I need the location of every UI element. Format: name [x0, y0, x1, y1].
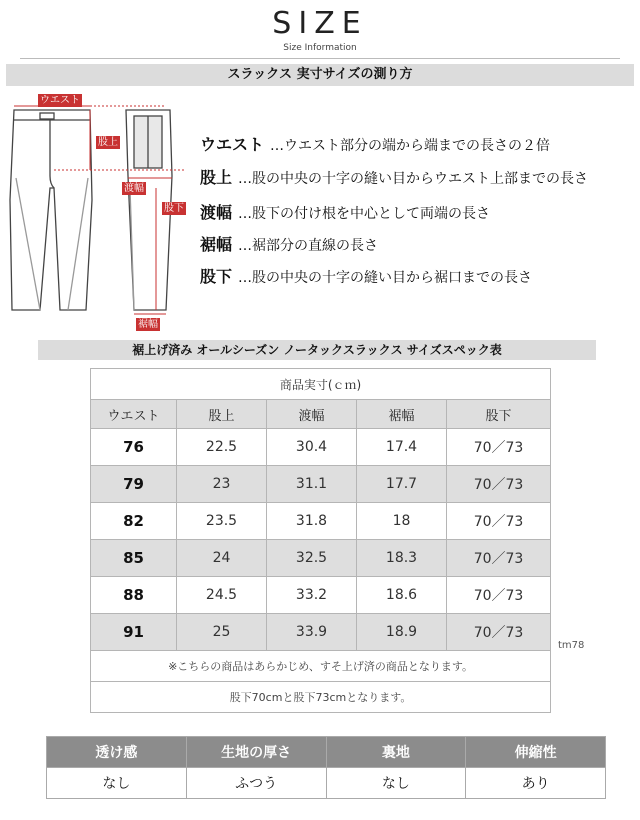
inseam-diagram-label: 股下 — [164, 203, 184, 214]
cell-thigh: 33.9 — [267, 614, 357, 651]
cell-hem: 18.9 — [357, 614, 447, 651]
attribute-value: ふつう — [186, 768, 326, 799]
cell-hem: 17.4 — [357, 429, 447, 466]
definition-thigh — [200, 200, 490, 223]
cell-waist: 88 — [91, 577, 177, 614]
definition-term: 股下 — [200, 267, 233, 286]
cell-thigh: 33.2 — [267, 577, 357, 614]
cell-hem: 18 — [357, 503, 447, 540]
cell-waist: 82 — [91, 503, 177, 540]
cell-rise: 23 — [177, 466, 267, 503]
spec-table-caption: 商品実寸(ｃｍ) — [91, 369, 551, 400]
cell-rise: 24 — [177, 540, 267, 577]
attribute-header: 伸縮性 — [466, 737, 606, 768]
cell-thigh: 31.8 — [267, 503, 357, 540]
column-header: 股上 — [177, 400, 267, 429]
column-header: 渡幅 — [267, 400, 357, 429]
column-header: 裾幅 — [357, 400, 447, 429]
column-header: ウエスト — [91, 400, 177, 429]
definition-hem — [200, 232, 378, 255]
table-row — [91, 577, 551, 614]
spec-table-header — [91, 400, 551, 429]
waist-diagram-label: ウエスト — [40, 95, 80, 106]
definition-desc: …股の中央の十字の縫い目から裾口までの長さ — [238, 270, 533, 286]
definition-desc: …股下の付け根を中心として両端の長さ — [238, 206, 491, 222]
definition-desc: …股の中央の十字の縫い目からウエスト上部までの長さ — [238, 171, 589, 187]
column-header: 股下 — [447, 400, 551, 429]
table-row — [91, 503, 551, 540]
table-row — [91, 614, 551, 651]
size-subtitle: Size Information — [283, 43, 357, 53]
cell-inseam: 70／73 — [447, 503, 551, 540]
thigh-diagram-label: 渡幅 — [124, 183, 144, 194]
cell-hem: 18.6 — [357, 577, 447, 614]
definition-waist — [200, 132, 550, 155]
spec-note-hemmed: ※こちらの商品はあらかじめ、すそ上げ済の商品となります。 — [91, 651, 551, 682]
cell-rise: 25 — [177, 614, 267, 651]
header-divider — [20, 58, 620, 59]
cell-inseam: 70／73 — [447, 614, 551, 651]
spec-section-title: 裾上げ済み オールシーズン ノータックスラックス サイズスペック表 — [38, 340, 596, 360]
measure-section-title: スラックス 実寸サイズの測り方 — [6, 64, 634, 86]
cell-waist: 79 — [91, 466, 177, 503]
attributes-value-row — [47, 768, 606, 799]
definition-term: 裾幅 — [200, 235, 233, 254]
attribute-header: 裏地 — [326, 737, 466, 768]
definition-desc: …ウエスト部分の端から端までの長さの２倍 — [270, 138, 551, 154]
fabric-attributes-table — [46, 736, 606, 799]
cell-inseam: 70／73 — [447, 577, 551, 614]
hem-diagram-label: 裾幅 — [138, 319, 158, 330]
cell-inseam: 70／73 — [447, 540, 551, 577]
cell-thigh: 30.4 — [267, 429, 357, 466]
cell-waist: 91 — [91, 614, 177, 651]
attribute-value: あり — [466, 768, 606, 799]
cell-rise: 22.5 — [177, 429, 267, 466]
cell-waist: 76 — [91, 429, 177, 466]
cell-rise: 24.5 — [177, 577, 267, 614]
cell-hem: 17.7 — [357, 466, 447, 503]
cell-inseam: 70／73 — [447, 429, 551, 466]
cell-thigh: 31.1 — [267, 466, 357, 503]
size-title: SIZE — [272, 6, 368, 41]
rise-diagram-label: 股上 — [98, 137, 118, 148]
table-row — [91, 466, 551, 503]
attribute-value: なし — [47, 768, 187, 799]
attribute-value: なし — [326, 768, 466, 799]
size-spec-table — [90, 368, 551, 713]
table-row — [91, 429, 551, 466]
definition-rise — [200, 165, 588, 188]
attribute-header: 生地の厚さ — [186, 737, 326, 768]
cell-hem: 18.3 — [357, 540, 447, 577]
pants-diagram — [6, 88, 198, 336]
front-view-pants — [10, 110, 92, 310]
definition-term: 股上 — [200, 168, 233, 187]
definition-term: ウエスト — [200, 135, 265, 154]
attribute-header: 透け感 — [47, 737, 187, 768]
cell-rise: 23.5 — [177, 503, 267, 540]
definition-inseam — [200, 264, 532, 287]
definition-desc: …裾部分の直線の長さ — [238, 238, 379, 254]
cell-thigh: 32.5 — [267, 540, 357, 577]
attributes-header-row — [47, 737, 606, 768]
spec-note-inseam: 股下70cmと股下73cmとなります。 — [91, 682, 551, 713]
cell-inseam: 70／73 — [447, 466, 551, 503]
cell-waist: 85 — [91, 540, 177, 577]
definition-term: 渡幅 — [200, 203, 233, 222]
product-code: tm78 — [558, 640, 585, 651]
table-row — [91, 540, 551, 577]
